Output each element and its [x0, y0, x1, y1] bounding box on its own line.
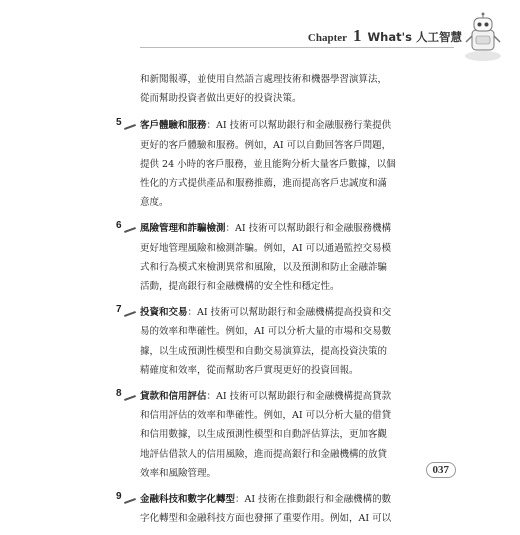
item-term: 貸款和信用評估: [140, 391, 207, 403]
text-line: [140, 219, 456, 238]
item-number: 9: [116, 491, 122, 503]
text-line: 更好地管理風險和檢測詐騙。例如，AI 可以通過監控交易模: [140, 242, 392, 254]
robot-mascot-icon: [460, 12, 506, 62]
text-line: 據，以生成預測性模型和自動交易演算法，提高投資決策的: [140, 345, 388, 357]
text-fragment: ：AI 技術可以幫助銀行和金融機構提高投資和交: [187, 307, 392, 319]
header-rule: [140, 47, 454, 48]
text-line: 易的效率和準確性。例如，AI 可以分析大量的市場和交易數: [140, 326, 392, 338]
item-number: 5: [116, 117, 122, 129]
text-line: [140, 116, 456, 135]
text-line: [140, 303, 456, 322]
text-line: 活動，提高銀行和金融機構的安全性和穩定性。: [140, 281, 340, 293]
text-fragment: ：AI 技術可以幫助銀行和金融服務行業提供: [206, 120, 392, 132]
list-item: [116, 490, 456, 528]
chapter-header: [308, 26, 462, 46]
intro-paragraph: [140, 70, 456, 108]
list-item: [116, 387, 456, 483]
text-fragment: ：AI 技術在推動銀行和金融機構的數: [235, 494, 392, 506]
text-line: 式和行為模式來檢測異常和風險，以及預測和防止金融詐騙: [140, 261, 388, 273]
list-item: [116, 116, 456, 212]
text-line: 精確度和效率，從而幫助客戶實現更好的投資回報。: [140, 364, 359, 376]
text-line: 和新聞報導，並使用自然語言處理技術和機器學習演算法，: [140, 74, 388, 85]
item-term: 金融科技和數字化轉型: [140, 494, 236, 506]
text-line: 和信用評估的效率和準確性。例如，AI 可以分析大量的借貸: [140, 410, 392, 422]
chapter-title: What's 人工智慧: [367, 30, 462, 44]
chapter-number: 1: [353, 26, 362, 45]
list-item: [116, 219, 456, 296]
text-line: 性化的方式提供產品和服務推薦，進而提高客戶忠誠度和滿: [140, 178, 388, 190]
text-fragment: ：AI 技術可以幫助銀行和金融服務機構: [225, 223, 392, 235]
item-number: 6: [116, 220, 122, 232]
text-line: 效率和風險管理。: [140, 467, 217, 479]
text-line: 從而幫助投資者做出更好的投資決策。: [140, 93, 302, 105]
text-line: [140, 387, 456, 406]
page-number: 037: [426, 462, 457, 478]
page-content: [116, 70, 456, 535]
item-term: 客戶體驗和服務: [140, 120, 207, 132]
text-line: 意度。: [140, 197, 169, 209]
text-line: 地評估借款人的信用風險，進而提高銀行和金融機構的放貸: [140, 448, 388, 460]
text-fragment: ：AI 技術可以幫助銀行和金融機構提高貸款: [206, 391, 392, 403]
item-term: 投資和交易: [140, 307, 188, 319]
item-number: 7: [116, 304, 122, 316]
item-number: 8: [116, 388, 122, 400]
text-line: 更好的客戶體驗和服務。例如，AI 可以自動回答客戶問題，: [140, 139, 392, 151]
text-line: 和信用數據，以生成預測性模型和自動評估算法，更加客觀: [140, 429, 388, 441]
chapter-word: Chapter: [307, 32, 347, 44]
text-line: 提供 24 小時的客戶服務，並且能夠分析大量客戶數據，以個: [140, 158, 396, 170]
list-item: [116, 303, 456, 380]
text-line: 字化轉型和金融科技方面也發揮了重要作用。例如，AI 可以: [140, 513, 392, 525]
item-term: 風險管理和詐騙檢測: [140, 223, 226, 235]
